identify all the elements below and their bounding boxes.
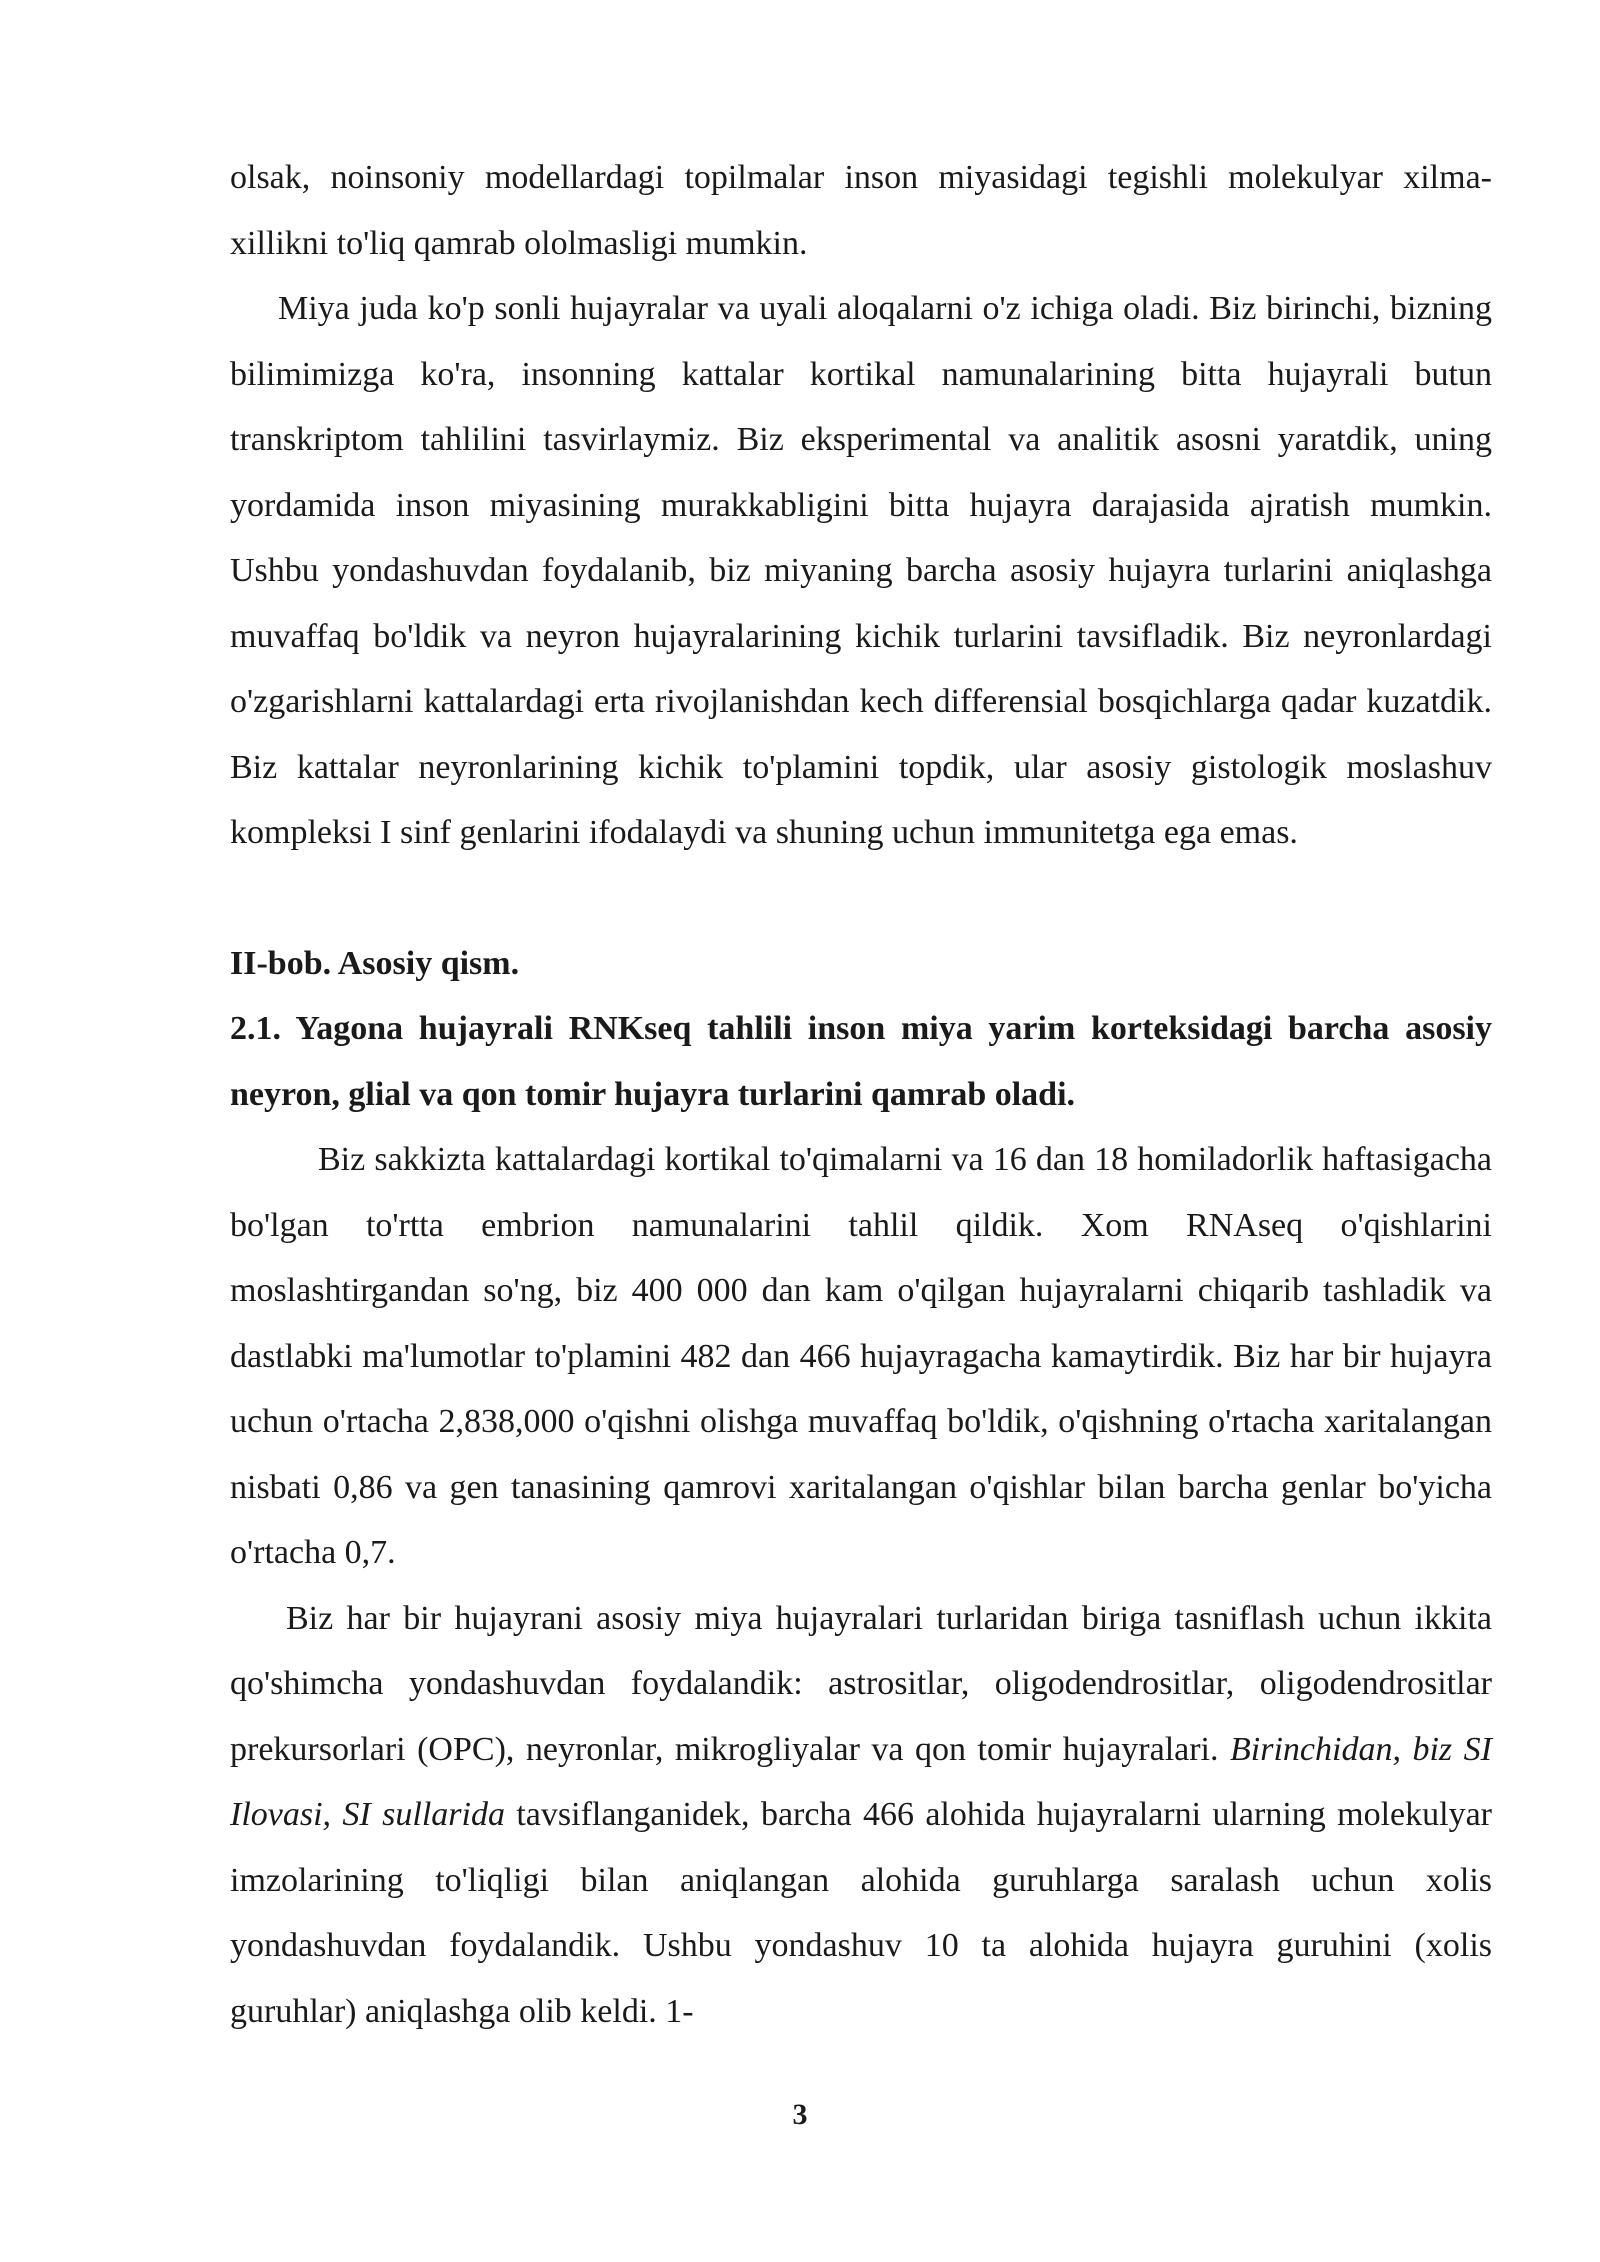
paragraph-classification-end: tavsiflanganidek, barcha 466 alohida hujayralarni ularning molekulyar imzolarining to'liqligi bilan aniqlangan alohida guruhlarga saralash uchun xolis yondashuvdan foydalandik. Ushbu yondashuv 10 ta alohida hujayra guruhini (xolis guruhlar) aniqlashga olib keldi. 1- bbox=[230, 1796, 1492, 2030]
section-heading: 2.1. Yagona hujayrali RNKseq tahlili inson miya yarim korteksidagi barcha asosiy neyron, glial va qon tomir hujayra turlarini qamrab oladi. bbox=[230, 1010, 1492, 1113]
paragraph-classification-italic: Birinchidan, biz SI Ilovasi, SI sullarida bbox=[230, 1730, 1493, 1833]
paragraph-classification bbox=[230, 1586, 1492, 2045]
document-body bbox=[230, 145, 1492, 2044]
page-number: 3 bbox=[792, 2098, 808, 2131]
paragraph-classification-start: Biz har bir hujayrani asosiy miya hujayralari turlaridan biriga tasniflash uchun ikkita qo'shimcha yondashuvdan foydalandik: astrositlar, oligodendrositlar, oligodendrositlar prekursorlari (OPC), neyronlar, mikrogliyalar va qon tomir hujayralari. bbox=[230, 1599, 1492, 1768]
paragraph-samples: Biz sakkizta kattalardagi kortikal to'qimalarni va 16 dan 18 homiladorlik haftasigacha bo'lgan to'rtta embrion namunalarini tahlil qildik. Xom RNAseq o'qishlarini moslashtirgandan so'ng, biz 400 000 dan kam o'qilgan hujayralarni chiqarib tashladik va dastlabki ma'lumotlar to'plamini 482 dan 466 hujayragacha kamaytirdik. Biz har bir hujayra uchun o'rtacha 2,838,000 o'qishni olishga muvaffaq bo'ldik, o'qishning o'rtacha xaritalangan nisbati 0,86 va gen tanasining qamrovi xaritalangan o'qishlar bilan barcha genlar bo'yicha o'rtacha 0,7. bbox=[230, 1141, 1492, 1571]
paragraph-intro: Miya juda ko'p sonli hujayralar va uyali aloqalarni o'z ichiga oladi. Biz birinchi, bizning bilimimizga ko'ra, insonning kattalar kortikal namunalarining bitta hujayrali butun transkriptom tahlilini tasvirlaymiz. Biz eksperimental va analitik asosni yaratdik, uning yordamida inson miyasining murakkabligini bitta hujayra darajasida ajratish mumkin. Ushbu yondashuvdan foydalanib, biz miyaning barcha asosiy hujayra turlarini aniqlashga muvaffaq bo'ldik va neyron hujayralarining kichik turlarini tavsifladik. Biz neyronlardagi o'zgarishlarni kattalardagi erta rivojlanishdan kech differensial bosqichlarga qadar kuzatdik. Biz kattalar neyronlarining kichik to'plamini topdik, ular asosiy gistologik moslashuv kompleksi I sinf genlarini ifodalaydi va shuning uchun immunitetga ega emas. bbox=[230, 290, 1492, 851]
paragraph-continued: olsak, noinsoniy modellardagi topilmalar inson miyasidagi tegishli molekulyar xilma-xillikni to'liq qamrab ololmasligi mumkin. bbox=[230, 159, 1492, 262]
chapter-heading: II-bob. Asosiy qism. bbox=[230, 944, 520, 982]
section-spacer bbox=[230, 866, 1492, 931]
